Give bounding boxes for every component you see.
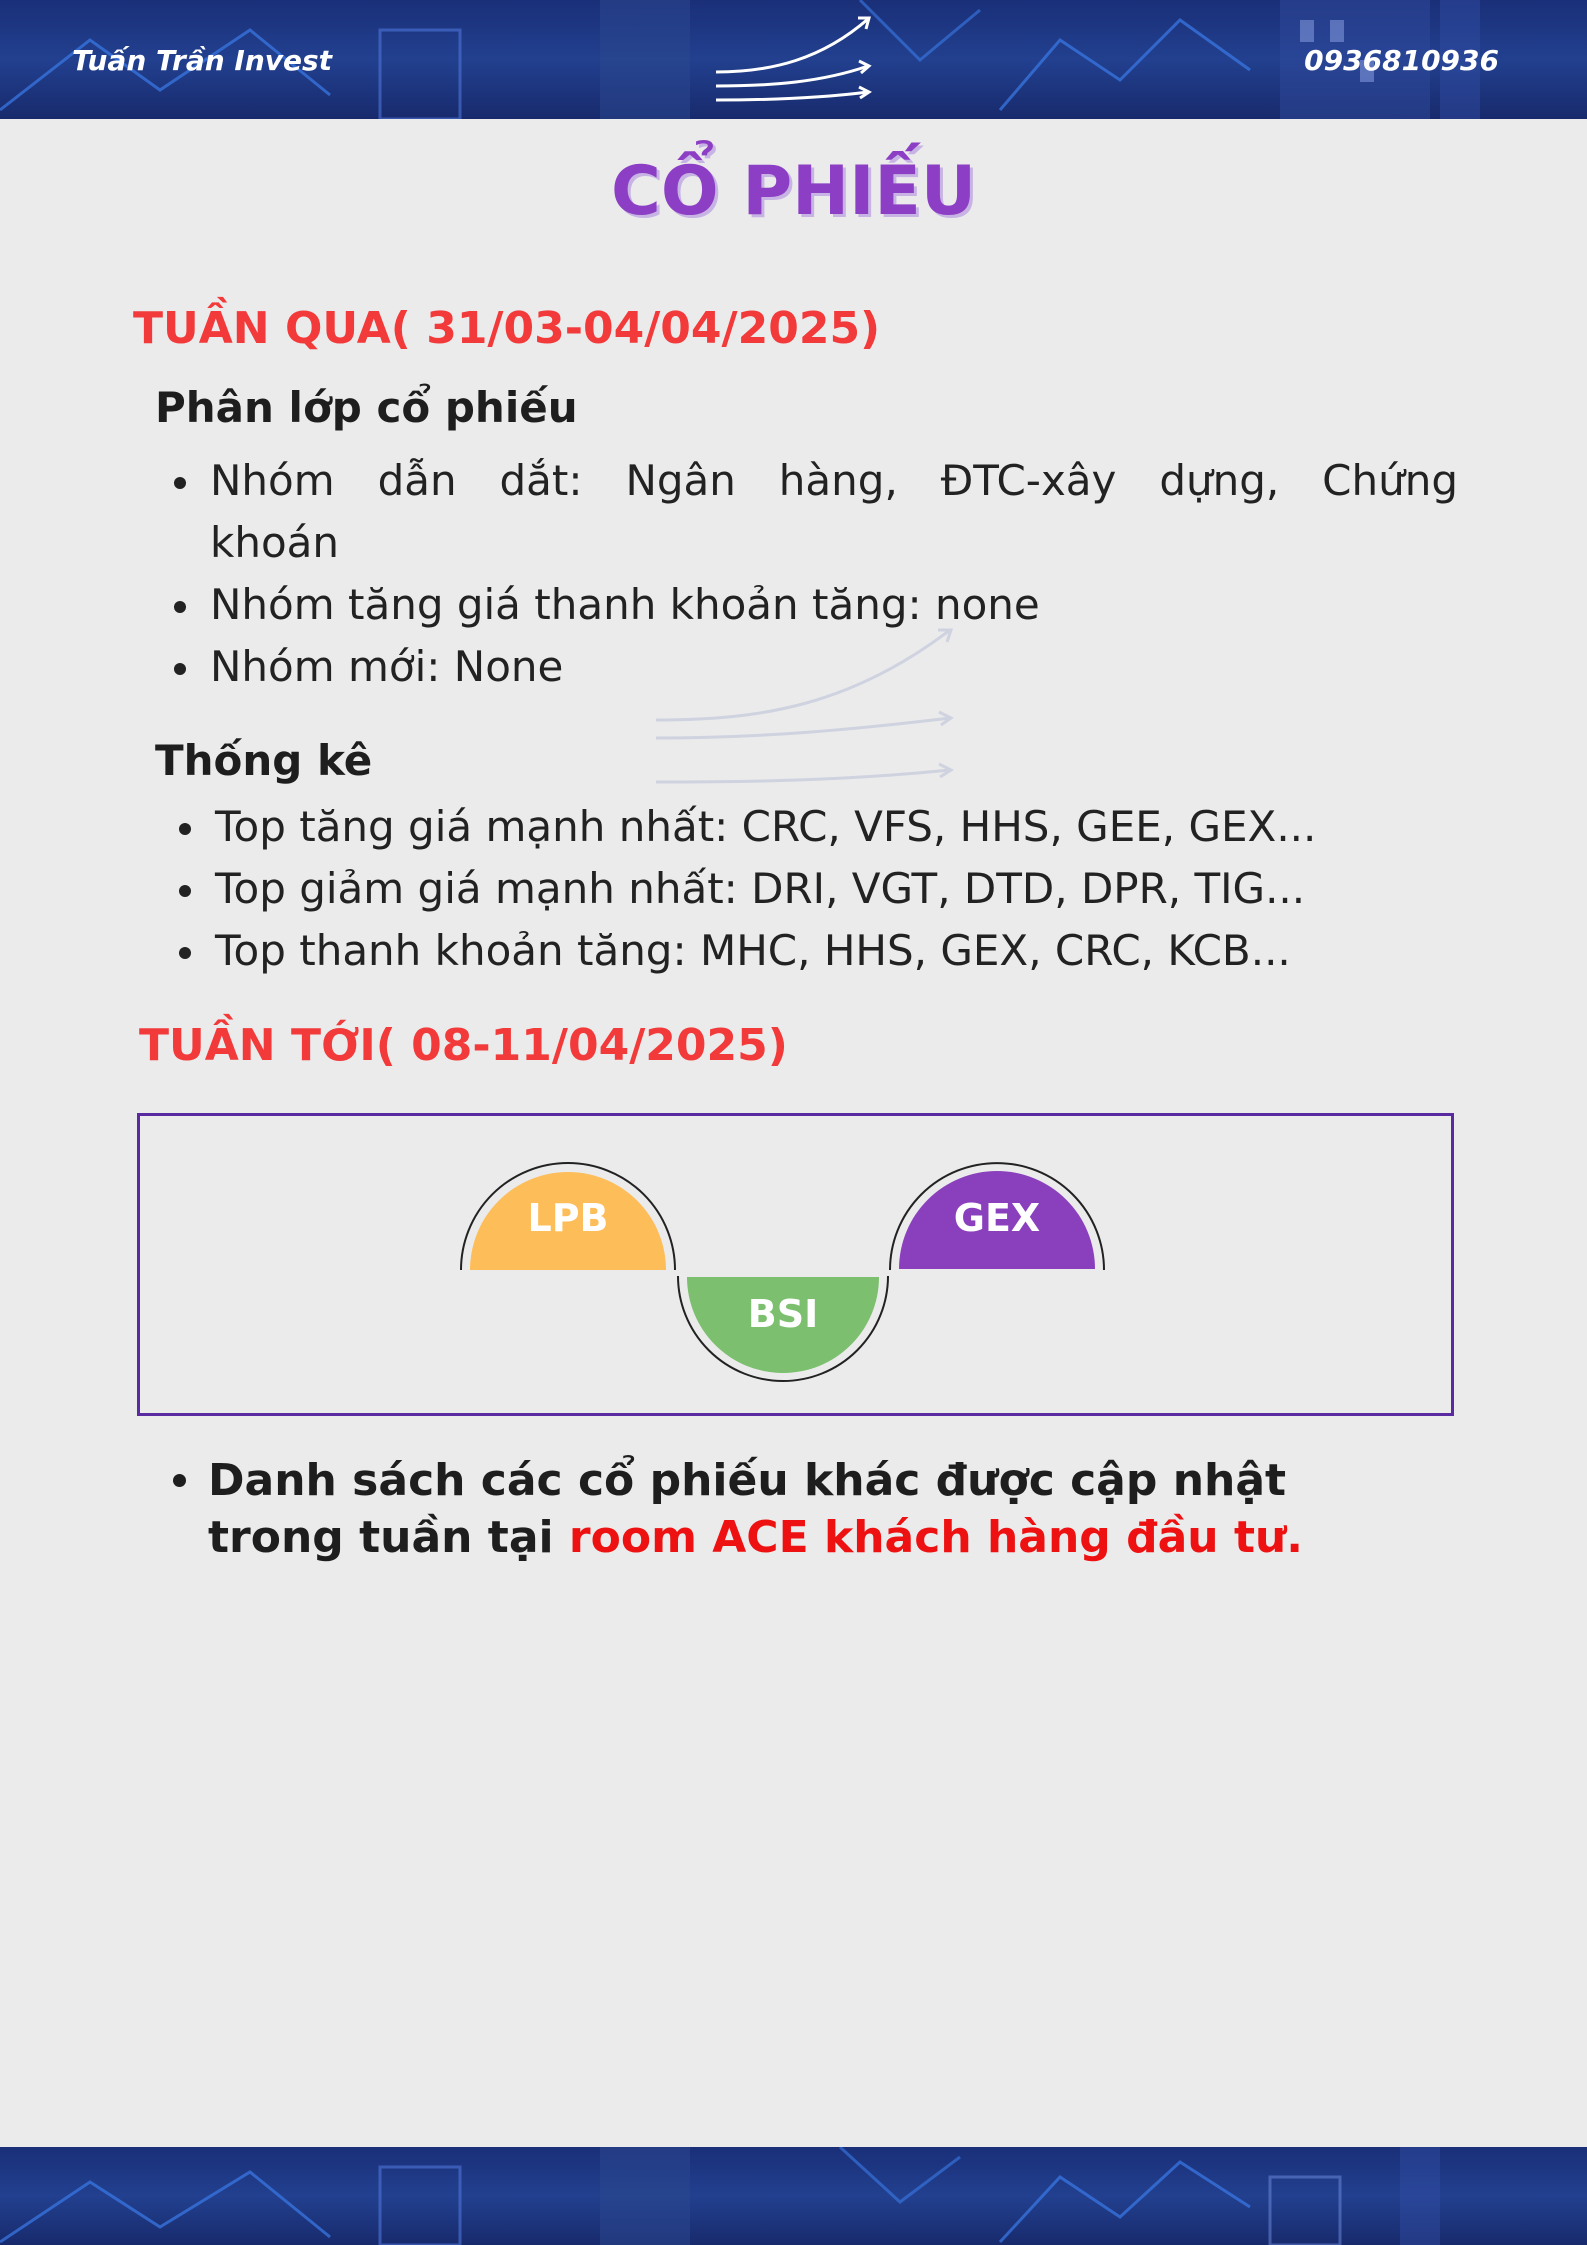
list-item-continuation <box>210 512 1458 574</box>
header-band <box>0 0 1587 119</box>
growth-arrows-icon <box>712 14 877 104</box>
list-item: Nhóm mới: None <box>210 636 1458 698</box>
watchlist-box <box>137 1113 1454 1416</box>
stats-list <box>215 796 1455 982</box>
stats-heading: Thống kê <box>155 736 373 785</box>
tag-gex: GEX <box>953 1196 1041 1240</box>
phone-number: 0936810936 <box>1304 44 1499 77</box>
tag-bsi: BSI <box>747 1292 819 1336</box>
tag-lpb: LPB <box>527 1196 609 1240</box>
classification-heading: Phân lớp cổ phiếu <box>155 383 578 432</box>
list-item: Top giảm giá mạnh nhất: DRI, VGT, DTD, DPR, TIG... <box>215 858 1455 920</box>
list-item: Nhóm dẫn dắt: Ngân hàng, ĐTC-xây dựng, Chứng <box>210 450 1458 512</box>
next-week-heading: TUẦN TỚI( 08-11/04/2025) <box>139 1020 788 1071</box>
faded-arrows-icon <box>650 622 960 792</box>
footer-band <box>0 2147 1587 2245</box>
update-note <box>208 1452 1428 1566</box>
list-item: Nhóm tăng giá thanh khoản tăng: none <box>210 574 1458 636</box>
brand-name: Tuấn Trần Invest <box>72 44 333 77</box>
page-title: CỔ PHIẾU <box>610 152 977 231</box>
city-footer-decoration <box>0 2147 1587 2245</box>
list-item-continuation-text: khoán <box>210 518 339 567</box>
past-week-heading: TUẦN QUA( 31/03-04/04/2025) <box>133 303 881 354</box>
watchlist-diagram <box>140 1116 1451 1413</box>
list-item: Top tăng giá mạnh nhất: CRC, VFS, HHS, GEE, GEX... <box>215 796 1455 858</box>
update-note-text: Danh sách các cổ phiếu khác được cập nhật trong tuần tại <box>208 1455 1287 1563</box>
room-ace-highlight: room ACE khách hàng đầu tư. <box>568 1512 1304 1563</box>
list-item: Top thanh khoản tăng: MHC, HHS, GEX, CRC, KCB... <box>215 920 1455 982</box>
